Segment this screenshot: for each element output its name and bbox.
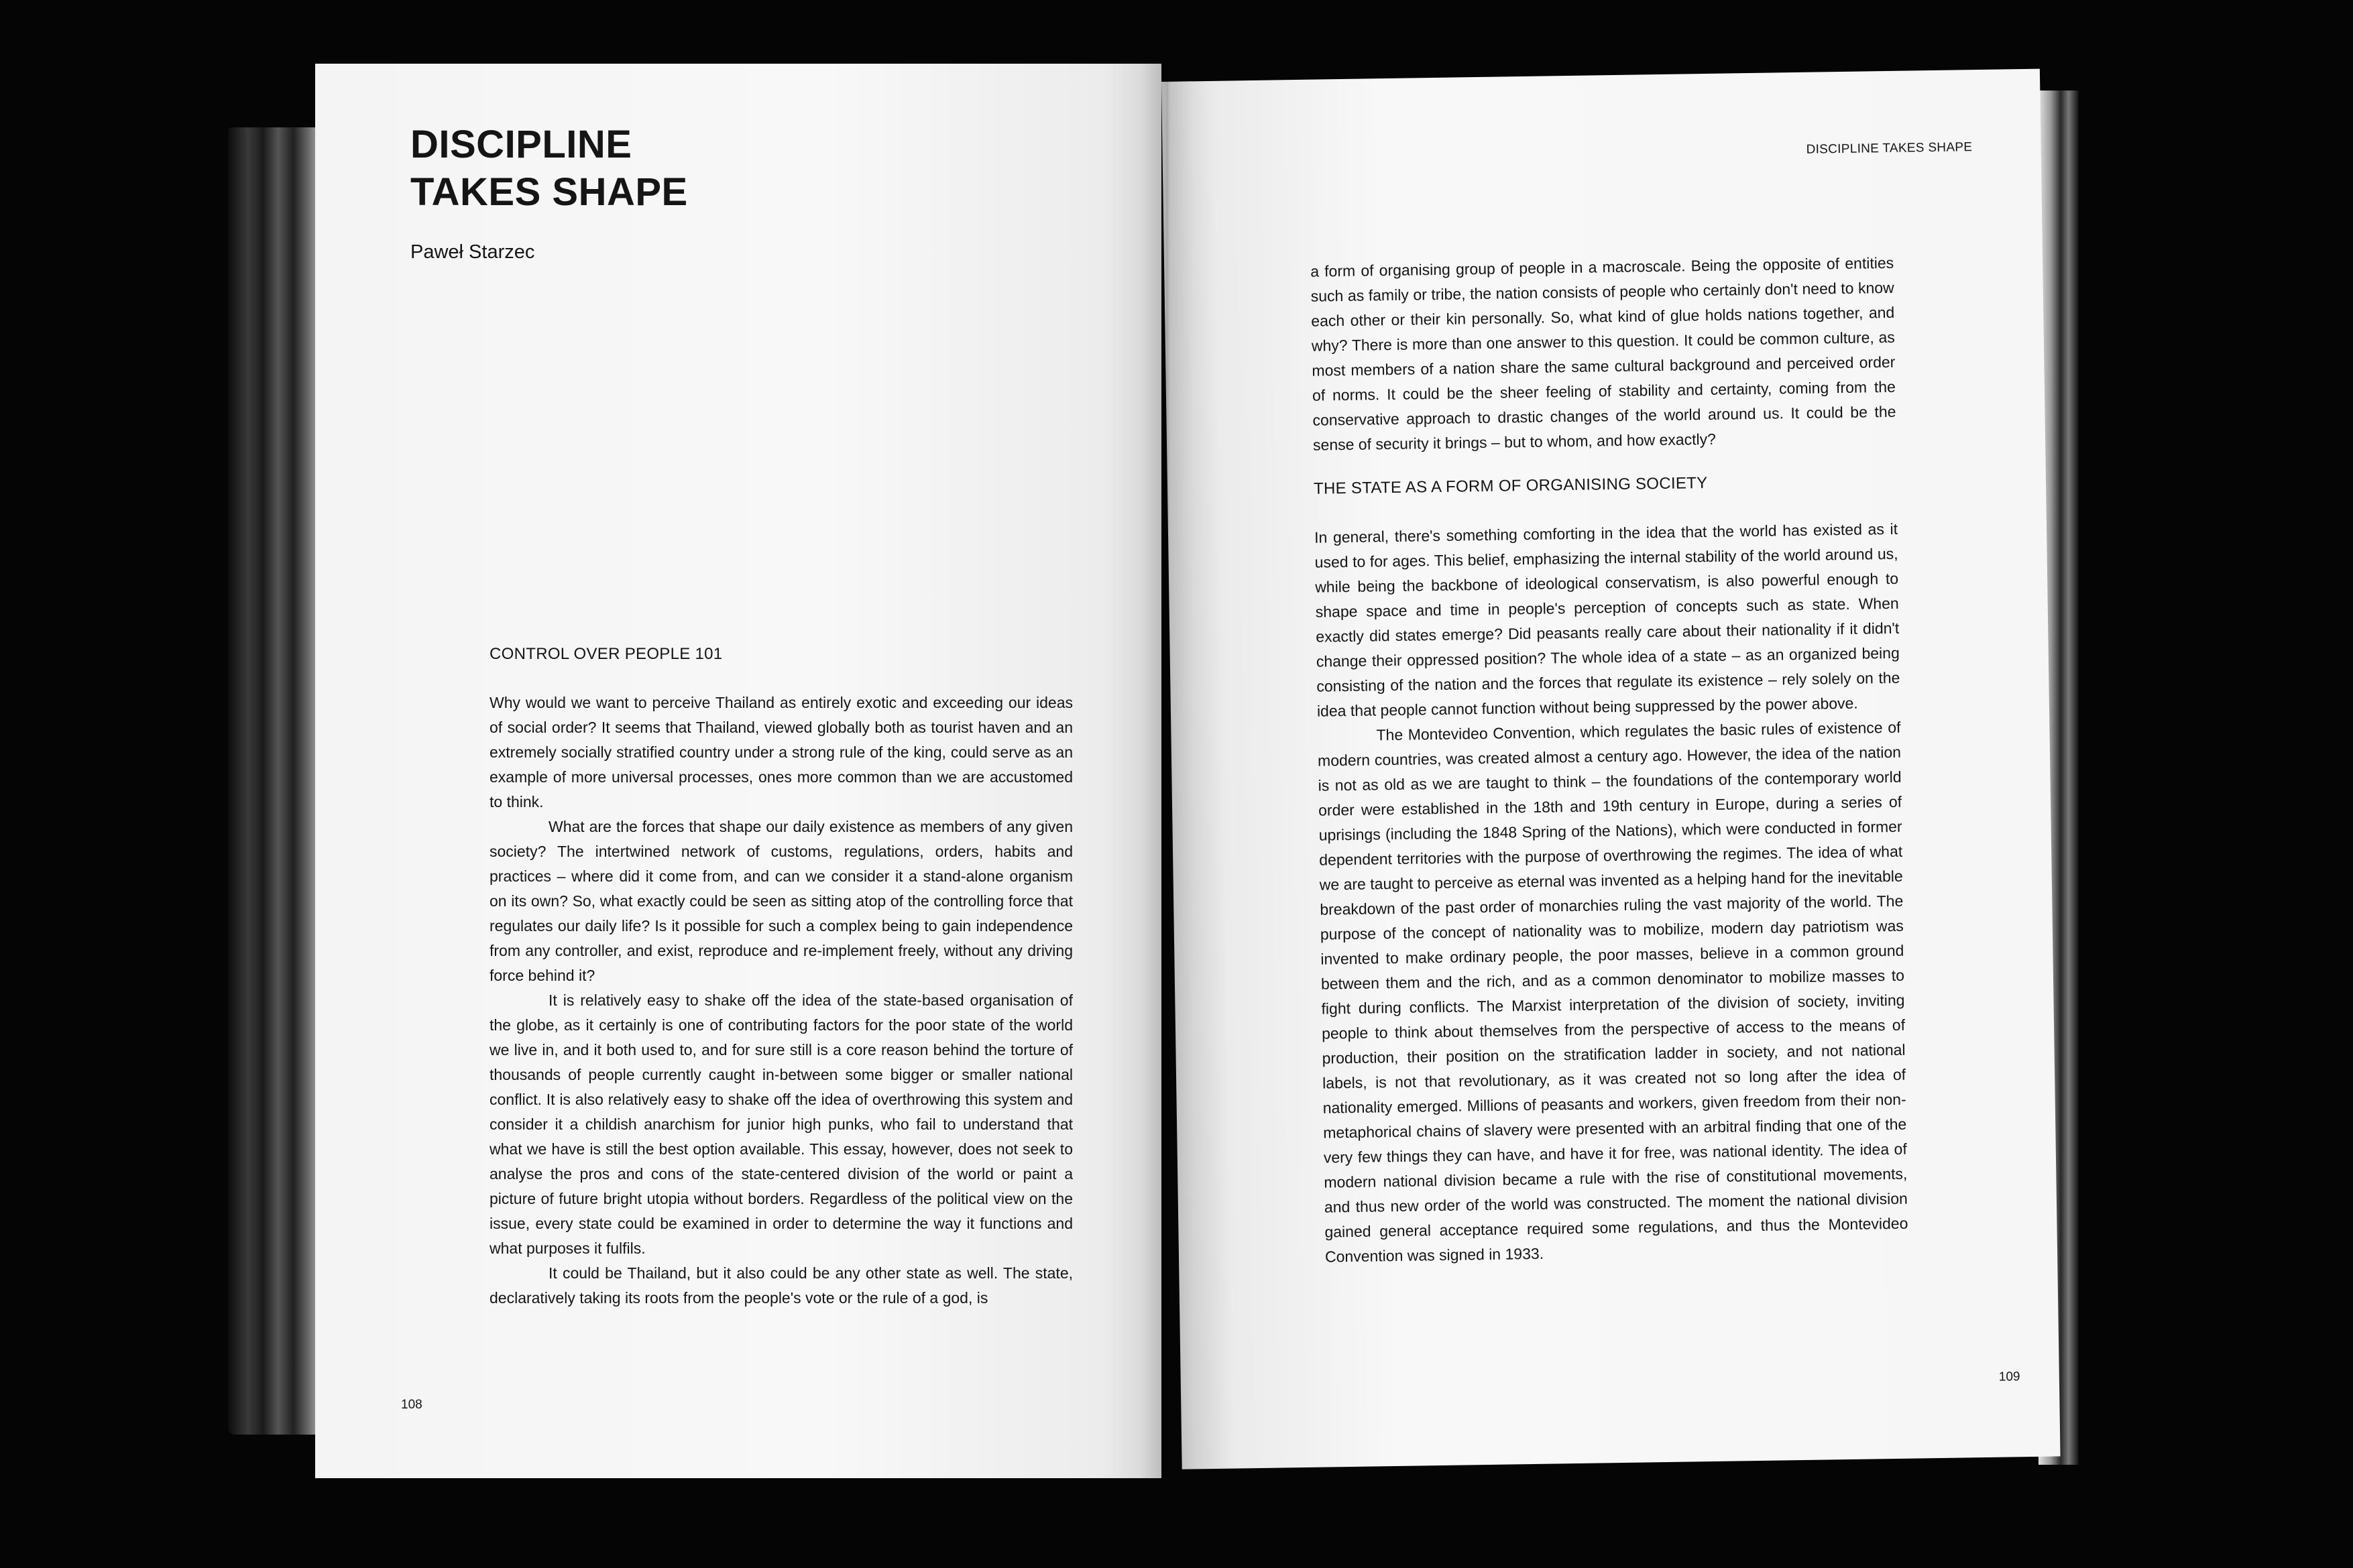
article-title bbox=[410, 121, 688, 216]
running-head: DISCIPLINE TAKES SHAPE bbox=[1806, 140, 1973, 157]
right-continued-text bbox=[1310, 251, 1896, 458]
left-paragraph-4: It could be Thailand, but it also could be any other state as well. The state, declaratively taking its roots from the people's vote or the rule of a god, is bbox=[490, 1264, 1073, 1307]
right-page bbox=[1161, 69, 2061, 1469]
title-line-1: DISCIPLINE bbox=[410, 123, 632, 166]
left-page bbox=[315, 64, 1161, 1478]
right-body-text bbox=[1314, 517, 1908, 1270]
section-heading-state: THE STATE AS A FORM OF ORGANISING SOCIETY bbox=[1313, 473, 1708, 498]
right-paragraph-1: In general, there's something comforting in the idea that the world has existed as it used to for ages. This belief, emphasizing the internal stability of the world around us, while being the backbone of ideological conservatism, is also powerful enough to shape space and time in people's perception of concepts such as state. When exactly did states emerge? Did peasants really care about their nationality if it didn't change their oppressed position? The whole idea of a state – as an organized being consisting of the nation and the forces that regulate its existence – rely solely on the idea that people cannot function without being suppressed by the power above. bbox=[1314, 520, 1900, 720]
page-number-left: 108 bbox=[401, 1398, 422, 1412]
title-line-2: TAKES SHAPE bbox=[410, 170, 688, 214]
left-body-text bbox=[490, 690, 1073, 1311]
section-heading-control: CONTROL OVER PEOPLE 101 bbox=[490, 645, 723, 663]
author-name: Paweł Starzec bbox=[410, 241, 535, 263]
page-number-right: 109 bbox=[1998, 1370, 2020, 1384]
left-paragraph-3: It is relatively easy to shake off the idea of the state-based organisation of the globe, as it certainly is one of contributing factors for the poor state of the world we live in, and it both used to, and for sure still is a core reason behind the torture of thousands of people currently caught in-between some bigger or smaller national conflict. It is also relatively easy to shake off the idea of overthrowing this system and consider it a childish anarchism for junior high punks, who fail to understand that what we have is still the best option available. This essay, however, does not seek to analyse the pros and cons of the state-centered division of the world or paint a picture of future bright utopia without borders. Regardless of the political view on the issue, every state could be examined in order to determine the way it functions and what purposes it fulfils. bbox=[490, 991, 1073, 1257]
left-paragraph-1: Why would we want to perceive Thailand as entirely exotic and exceeding our ideas of social order? It seems that Thailand, viewed globally both as tourist haven and an extremely socially stratified country under a strong rule of the king, could serve as an example of more universal processes, ones more common than we are accustomed to think. bbox=[490, 694, 1073, 810]
right-paragraph-2: The Montevideo Convention, which regulates the basic rules of existence of modern countries, was created almost a century ago. However, the idea of the nation is not as old as we are taught to think – the foundations of the contemporary world order were established in the 18th and 19th century in Europe, during a series of uprisings (including the 1848 Spring of the Nations), which were conducted in former dependent territories with the purpose of overthrowing the regimes. The idea of what we are taught to perceive as eternal was invented as a helping hand for the inevitable breakdown of the past order of monarchies ruling the vast majority of the world. The purpose of the concept of nationality was to mobilize, modern day patriotism was invented to make ordinary people, the poor masses, believe in a common ground between them and the rich, and as a common denominator to mobilize masses to fight during conflicts. The Marxist interpretation of the division of society, inviting people to think about themselves from the perspective of access to the means of production, their position on the stratification ladder in society, and not national labels, is not that revolutionary, as it was created not so long after the idea of nationality emerged. Millions of peasants and workers, given freedom from their non-metaphorical chains of slavery were presented with an arbitral finding that one of the very few things they can have, and have it for free, was national identity. The idea of modern national division became a rule with the rise of constitutional movements, and thus new order of the world was constructed. The moment the national division gained general acceptance required some regulations, and thus the Montevideo Convention was signed in 1933. bbox=[1317, 718, 1908, 1266]
left-paragraph-2: What are the forces that shape our daily existence as members of any given society? The intertwined network of customs, regulations, orders, habits and practices – where did it come from, and can we consider it a stand-alone organism on its own? So, what exactly could be seen as sitting atop of the controlling force that regulates our daily life? Is it possible for such a complex being to gain independence from any controller, and exist, reproduce and re-implement freely, without any driving force behind it? bbox=[490, 818, 1073, 984]
right-continued-paragraph: a form of organising group of people in a macroscale. Being the opposite of entities such as family or tribe, the nation consists of people who certainly don't need to know each other or their kin personally. So, what kind of glue holds nations together, and why? There is more than one answer to this question. It could be common culture, as most members of a nation share the same cultural background and perceived order of norms. It could be the sheer feeling of stability and certainty, coming from the conservative approach to drastic changes of the world around us. It could be the sense of security it brings – but to whom, and how exactly? bbox=[1310, 253, 1896, 454]
page-block-edge-left bbox=[228, 127, 329, 1435]
